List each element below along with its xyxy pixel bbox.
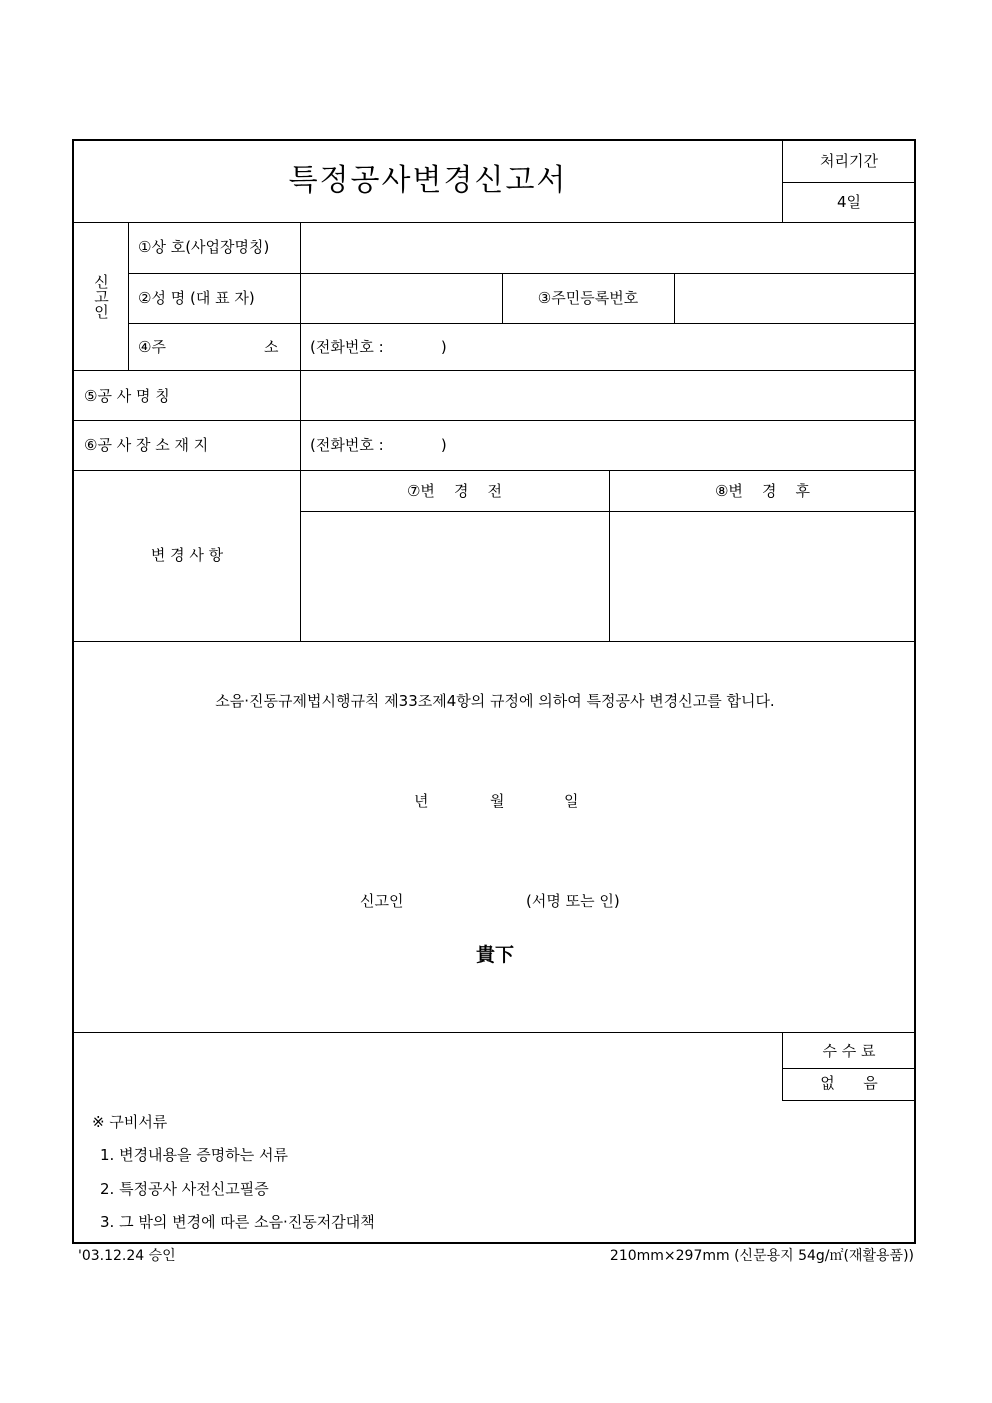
- date-day: 일: [564, 792, 579, 810]
- divider: [128, 323, 916, 324]
- construction-site-label: ⑥공 사 장 소 재 지: [84, 436, 209, 454]
- form-frame: [72, 139, 916, 1244]
- paper-spec: 210mm×297mm (신문용지 54g/㎡(재활용품)): [609, 1248, 914, 1264]
- form-title: 특정공사변경신고서: [288, 163, 568, 198]
- after-change-label: ⑧변 경 후: [714, 482, 811, 500]
- approval-note: '03.12.24 승인: [78, 1248, 176, 1264]
- before-change-label: ⑦변 경 전: [406, 482, 503, 500]
- recipient: 貴下: [475, 944, 514, 966]
- date-year: 년: [414, 792, 429, 810]
- resident-number-label: ③주민등록번호: [537, 289, 639, 307]
- construction-name-field[interactable]: [302, 372, 914, 420]
- divider: [74, 222, 916, 223]
- construction-site-phone-field[interactable]: (전화번호 : ): [310, 436, 447, 454]
- name-field[interactable]: [302, 275, 502, 323]
- fee-value: 없 음: [820, 1074, 878, 1092]
- address-label-end: 소: [264, 338, 279, 356]
- declaration-statement: 소음·진동규제법시행규칙 제33조제4항의 규정에 의하여 특정공사 변경신고를 합니다.: [215, 692, 775, 710]
- applicant-group-label: 신고인: [92, 273, 110, 319]
- business-name-label: ①상 호(사업장명칭): [138, 238, 270, 256]
- divider: [74, 641, 916, 642]
- fee-label: 수 수 료: [822, 1042, 876, 1060]
- changes-label: 변 경 사 항: [150, 546, 224, 564]
- divider: [782, 1100, 916, 1101]
- documents-heading: ※ 구비서류: [92, 1113, 168, 1131]
- divider: [128, 273, 916, 274]
- date-month: 월: [490, 792, 505, 810]
- document-item: 1. 변경내용을 증명하는 서류: [100, 1146, 289, 1164]
- business-name-field[interactable]: [302, 224, 914, 272]
- resident-number-field[interactable]: [676, 275, 914, 323]
- document-item: 3. 그 밖의 변경에 따른 소음·진동저감대책: [100, 1213, 375, 1231]
- divider: [74, 420, 916, 421]
- processing-period-label: 처리기간: [820, 152, 878, 170]
- document-item: 2. 특정공사 사전신고필증: [100, 1180, 269, 1198]
- divider: [782, 1068, 916, 1069]
- divider: [74, 370, 916, 371]
- signer-label: 신고인: [360, 892, 404, 910]
- divider: [128, 222, 129, 371]
- address-label: ④주: [138, 338, 166, 356]
- name-label: ②성 명 (대 표 자): [138, 289, 255, 307]
- address-phone-field[interactable]: (전화번호 : ): [310, 338, 447, 356]
- after-change-field[interactable]: [611, 513, 914, 640]
- divider: [782, 182, 916, 183]
- signature-note: (서명 또는 인): [526, 892, 620, 910]
- divider: [300, 222, 301, 471]
- divider: [674, 273, 675, 323]
- processing-period-value: 4일: [836, 193, 862, 211]
- construction-name-label: ⑤공 사 명 칭: [84, 387, 170, 405]
- divider: [74, 470, 916, 471]
- divider: [300, 511, 916, 512]
- divider: [74, 1032, 916, 1033]
- before-change-field[interactable]: [302, 513, 607, 640]
